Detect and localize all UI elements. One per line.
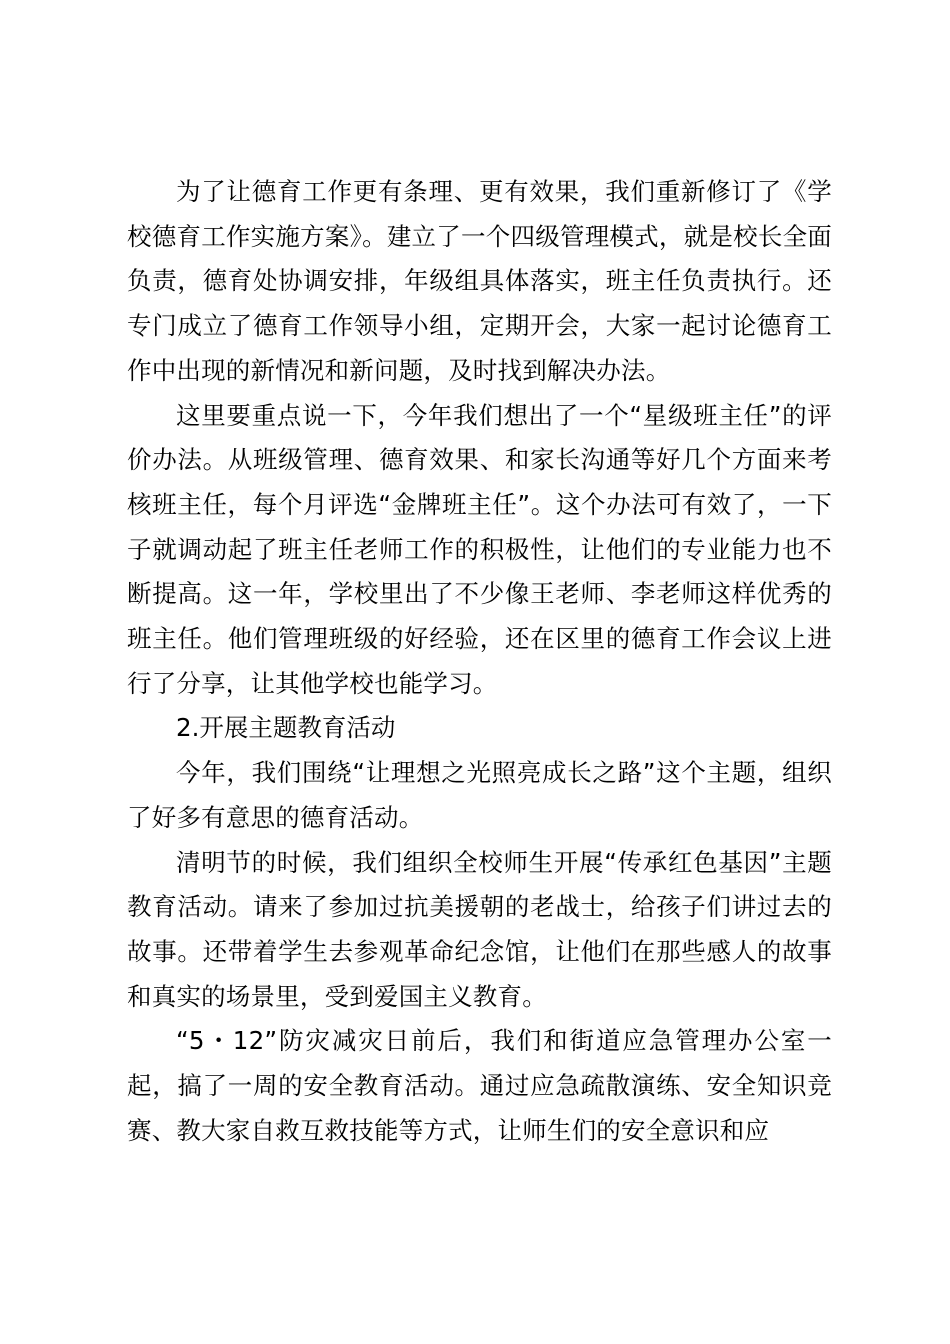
paragraph-safety-education: “5・12”防灾减灾日前后，我们和街道应急管理办公室一起，搞了一周的安全教育活动。通过应急疏散演练、安全知识竞赛、教大家自救互救技能等方式，让师生们的安全意识和应	[127, 1026, 832, 1145]
paragraph-star-class-teacher: 这里要重点说一下，今年我们想出了一个“星级班主任”的评价办法。从班级管理、德育效果、和家长沟通等好几个方面来考核班主任，每个月评选“金牌班主任”。这个办法可有效了，一下子就调动起了班主任老师工作的积极性，让他们的专业能力也不断提高。这一年，学校里出了不少像王老师、李老师这样优秀的班主任。他们管理班级的好经验，还在区里的德育工作会议上进行了分享，让其他学校也能学习。	[127, 400, 832, 698]
paragraph-qingming-activity: 清明节的时候，我们组织全校师生开展“传承红色基因”主题教育活动。请来了参加过抗美援朝的老战士，给孩子们讲过去的故事。还带着学生去参观革命纪念馆，让他们在那些感人的故事和真实的场景里，受到爱国主义教育。	[127, 847, 832, 1011]
paragraph-moral-education-plan: 为了让德育工作更有条理、更有效果，我们重新修订了《学校德育工作实施方案》。建立了一个四级管理模式，就是校长全面负责，德育处协调安排，年级组具体落实，班主任负责执行。还专门成立了德育工作领导小组，定期开会，大家一起讨论德育工作中出现的新情况和新问题，及时找到解决办法。	[127, 177, 832, 385]
section-heading-theme-activities: 2.开展主题教育活动	[176, 713, 396, 743]
paragraph-theme-intro: 今年，我们围绕“让理想之光照亮成长之路”这个主题，组织了好多有意思的德育活动。	[127, 758, 832, 832]
document-body	[127, 170, 832, 1153]
